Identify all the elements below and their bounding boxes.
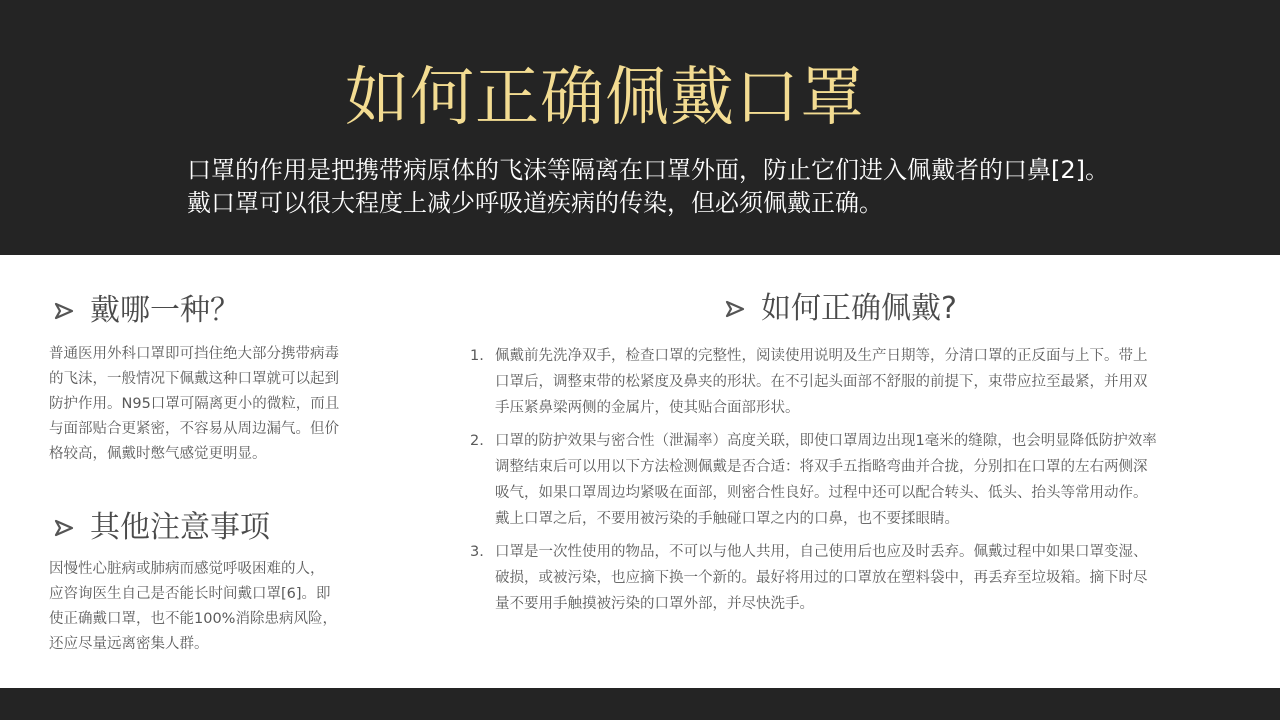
list-line: 量不要用手触摸被污染的口罩外部，并尽快洗手。 bbox=[495, 596, 814, 612]
how-steps-list bbox=[470, 343, 1235, 624]
list-line: 手压紧鼻梁两侧的金属片，使其贴合面部形状。 bbox=[495, 400, 800, 416]
intro-line: 口罩的作用是把携带病原体的飞沫等隔离在口罩外面，防止它们进入佩戴者的口鼻[2]。 bbox=[187, 156, 1109, 184]
footer-band bbox=[0, 688, 1280, 720]
which-line: 格较高，佩戴时憋气感觉更明显。 bbox=[49, 446, 267, 462]
list-item bbox=[470, 539, 1235, 617]
list-line: 戴上口罩之后，不要用被污染的手触碰口罩之内的口鼻，也不要揉眼睛。 bbox=[495, 511, 959, 527]
list-line: 破损，或被污染，也应摘下换一个新的。最好将用过的口罩放在塑料袋中，再丢弃至垃圾箱。摘下时尽 bbox=[495, 570, 1148, 586]
list-line: 佩戴前先洗净双手，检查口罩的完整性，阅读使用说明及生产日期等，分清口罩的正反面与上下。带上 bbox=[495, 348, 1148, 364]
which-line: 与面部贴合更紧密，不容易从周边漏气。但价 bbox=[49, 421, 339, 437]
intro-paragraph bbox=[187, 154, 1227, 220]
other-line: 因慢性心脏病或肺病而感觉呼吸困难的人， bbox=[49, 561, 325, 577]
other-paragraph bbox=[49, 557, 381, 657]
which-paragraph bbox=[49, 342, 381, 467]
list-line: 调整结束后可以用以下方法检测佩戴是否合适：将双手五指略弯曲并合拢，分别扣在口罩的左右两侧深 bbox=[495, 459, 1148, 475]
list-line: 口罩后，调整束带的松紧度及鼻夹的形状。在不引起头面部不舒服的前提下，束带应拉至最紧，并用双 bbox=[495, 374, 1148, 390]
arrow-right-icon bbox=[723, 295, 751, 323]
list-item bbox=[470, 343, 1235, 421]
list-number: 3. bbox=[470, 544, 484, 560]
which-line: 的飞沫，一般情况下佩戴这种口罩就可以起到 bbox=[49, 371, 339, 387]
which-heading bbox=[52, 291, 240, 331]
how-heading-text: 如何正确佩戴? bbox=[761, 291, 957, 326]
arrow-right-icon bbox=[52, 297, 80, 325]
list-number: 2. bbox=[470, 433, 484, 449]
list-line: 口罩的防护效果与密合性（泄漏率）高度关联，即使口罩周边出现1毫米的缝隙，也会明显降低防护效率 bbox=[495, 433, 1157, 449]
other-line: 使正确戴口罩，也不能100%消除患病风险， bbox=[49, 611, 337, 627]
page-title: 如何正确佩戴口罩 bbox=[345, 61, 865, 135]
which-line: 普通医用外科口罩即可挡住绝大部分携带病毒 bbox=[49, 346, 339, 362]
which-line: 防护作用。N95口罩可隔离更小的微粒，而且 bbox=[49, 396, 340, 412]
list-item bbox=[470, 428, 1235, 532]
other-heading-text: 其他注意事项 bbox=[90, 510, 270, 545]
other-heading bbox=[52, 508, 270, 548]
list-number: 1. bbox=[470, 348, 484, 364]
header-band bbox=[0, 0, 1280, 255]
other-line: 应咨询医生自己是否能长时间戴口罩[6]。即 bbox=[49, 586, 331, 602]
arrow-right-icon bbox=[52, 514, 80, 542]
how-heading bbox=[723, 289, 957, 329]
other-line: 还应尽量远离密集人群。 bbox=[49, 636, 209, 652]
list-line: 口罩是一次性使用的物品，不可以与他人共用，自己使用后也应及时丢弃。佩戴过程中如果口罩变湿、 bbox=[495, 544, 1148, 560]
which-heading-text: 戴哪一种？ bbox=[90, 293, 240, 328]
list-line: 吸气，如果口罩周边均紧吸在面部，则密合性良好。过程中还可以配合转头、低头、抬头等常用动作。 bbox=[495, 485, 1148, 501]
intro-line: 戴口罩可以很大程度上减少呼吸道疾病的传染，但必须佩戴正确。 bbox=[187, 189, 883, 217]
